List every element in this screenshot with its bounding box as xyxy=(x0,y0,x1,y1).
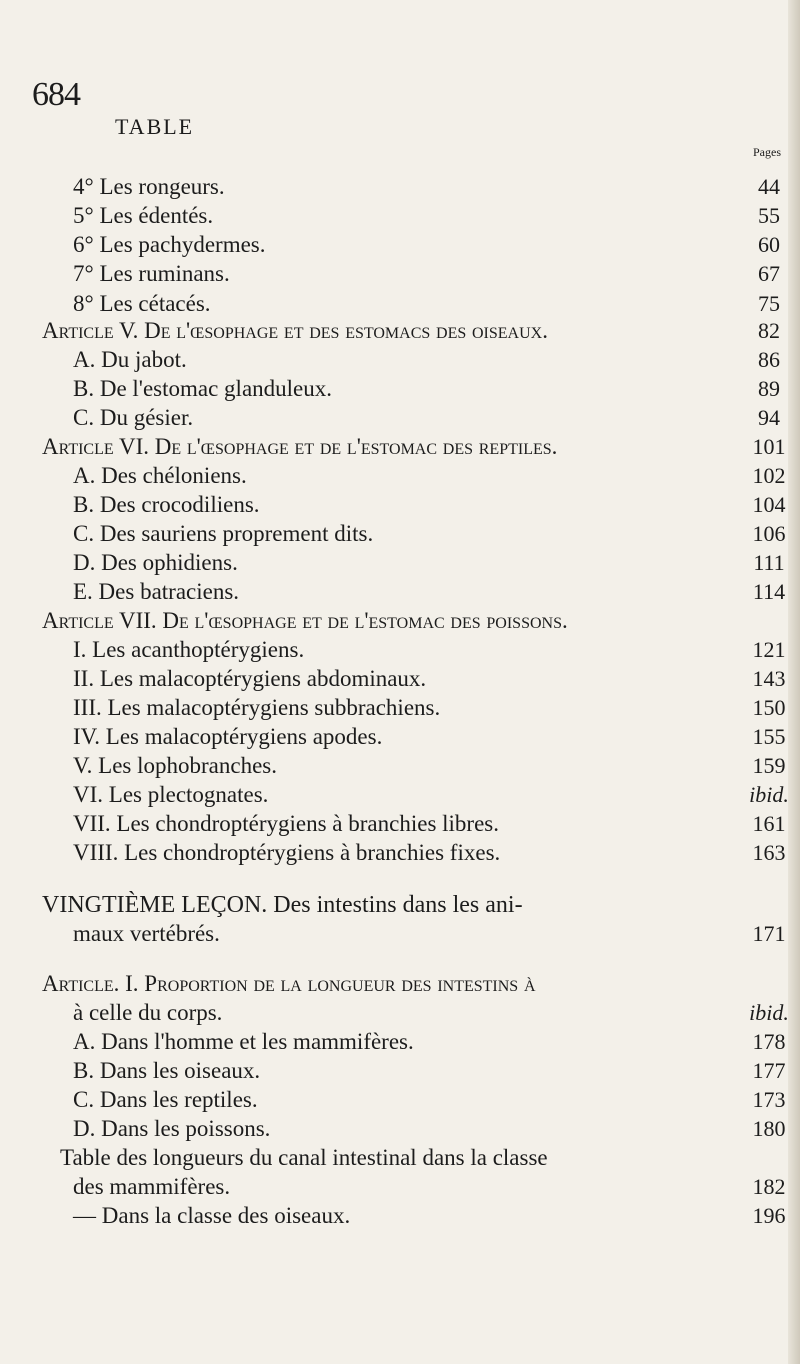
entry-title: 7° Les ruminans. xyxy=(73,261,230,286)
entry-page: 82 xyxy=(758,318,780,343)
entry-title: 8° Les cétacés. xyxy=(73,291,211,316)
entry-page: 102 xyxy=(752,463,786,488)
entry-title: IV. Les malacoptérygiens apodes. xyxy=(73,724,383,749)
entry-title: B. Des crocodiliens. xyxy=(73,492,260,517)
entry-page: 75 xyxy=(758,291,780,316)
entry-title: Article VII. De l'œsophage et de l'estomac des poissons. xyxy=(42,608,568,633)
entry-title: A. Des chéloniens. xyxy=(73,463,247,488)
entry-title: des mammifères. xyxy=(73,1174,231,1199)
toc-entry xyxy=(0,918,800,958)
entry-title: VII. Les chondroptérygiens à branchies libres. xyxy=(73,811,499,836)
entry-page: 182 xyxy=(752,1174,786,1199)
entry-page: 171 xyxy=(752,921,786,946)
entry-title: C. Dans les reptiles. xyxy=(73,1087,258,1112)
page-number: 684 xyxy=(32,76,80,113)
entry-page: 155 xyxy=(752,724,786,749)
entry-title: 5° Les édentés. xyxy=(73,203,214,228)
entry-page: 60 xyxy=(758,232,780,257)
entry-page: 55 xyxy=(758,203,780,228)
entry-title: V. Les lophobranches. xyxy=(73,753,277,778)
running-title: TABLE xyxy=(115,114,195,139)
entry-title: D. Des ophidiens. xyxy=(73,550,238,575)
entry-page: 178 xyxy=(752,1029,786,1054)
entry-page: ibid. xyxy=(749,782,789,807)
toc-entry xyxy=(0,837,800,877)
entry-title: Article. I. Proportion de la longueur des intestins à xyxy=(42,971,536,996)
entry-page: 101 xyxy=(752,434,786,459)
entry-title: — Dans la classe des oiseaux. xyxy=(73,1203,351,1228)
entry-title: B. Dans les oiseaux. xyxy=(73,1058,261,1083)
entry-title: 4° Les rongeurs. xyxy=(73,174,225,199)
entry-title: I. Les acanthoptérygiens. xyxy=(73,637,305,662)
entry-page: 89 xyxy=(758,376,780,401)
entry-title: à celle du corps. xyxy=(73,1000,223,1025)
pages-column-header: Pages xyxy=(753,145,781,159)
entry-page: 143 xyxy=(752,666,786,691)
entry-title: 6° Les pachydermes. xyxy=(73,232,266,257)
entry-title: C. Du gésier. xyxy=(73,405,194,430)
entry-page: 196 xyxy=(752,1203,786,1228)
entry-page: 111 xyxy=(753,550,785,575)
entry-page: 67 xyxy=(758,261,780,286)
entry-title: A. Du jabot. xyxy=(73,347,187,372)
entry-page: 114 xyxy=(752,579,786,604)
entry-page: 121 xyxy=(752,637,786,662)
entry-title: E. Des batraciens. xyxy=(73,579,240,604)
entry-title: maux vertébrés. xyxy=(73,921,220,946)
entry-page: 163 xyxy=(752,840,786,865)
entry-title: B. De l'estomac glanduleux. xyxy=(73,376,332,401)
entry-page: 106 xyxy=(752,521,786,546)
entry-page: 94 xyxy=(758,405,780,430)
toc-entry xyxy=(0,1200,800,1240)
entry-title: C. Des sauriens proprement dits. xyxy=(73,521,374,546)
entry-page: 150 xyxy=(752,695,786,720)
entry-title: VI. Les plectognates. xyxy=(73,782,269,807)
entry-page: 86 xyxy=(758,347,780,372)
entry-page: 177 xyxy=(752,1058,786,1083)
entry-title: VINGTIÈME LEÇON. Des intestins dans les ani- xyxy=(42,892,523,918)
entry-page: 180 xyxy=(752,1116,786,1141)
entry-page: ibid. xyxy=(749,1000,789,1025)
entry-title: A. Dans l'homme et les mammifères. xyxy=(73,1029,414,1054)
entry-page: 44 xyxy=(758,174,780,199)
entry-title: Table des longueurs du canal intestinal dans la classe xyxy=(60,1145,548,1170)
entry-page: 173 xyxy=(752,1087,786,1112)
entry-title: Article VI. De l'œsophage et de l'estomac des reptiles. xyxy=(42,434,558,459)
entry-title: D. Dans les poissons. xyxy=(73,1116,271,1141)
entry-title: III. Les malacoptérygiens subbrachiens. xyxy=(73,695,441,720)
entry-page: 159 xyxy=(752,753,786,778)
entry-title: II. Les malacoptérygiens abdominaux. xyxy=(73,666,427,691)
entry-page: 161 xyxy=(752,811,786,836)
entry-title: Article V. De l'œsophage et des estomacs des oiseaux. xyxy=(42,318,548,343)
entry-page: 104 xyxy=(752,492,786,517)
entry-title: VIII. Les chondroptérygiens à branchies fixes. xyxy=(73,840,501,865)
